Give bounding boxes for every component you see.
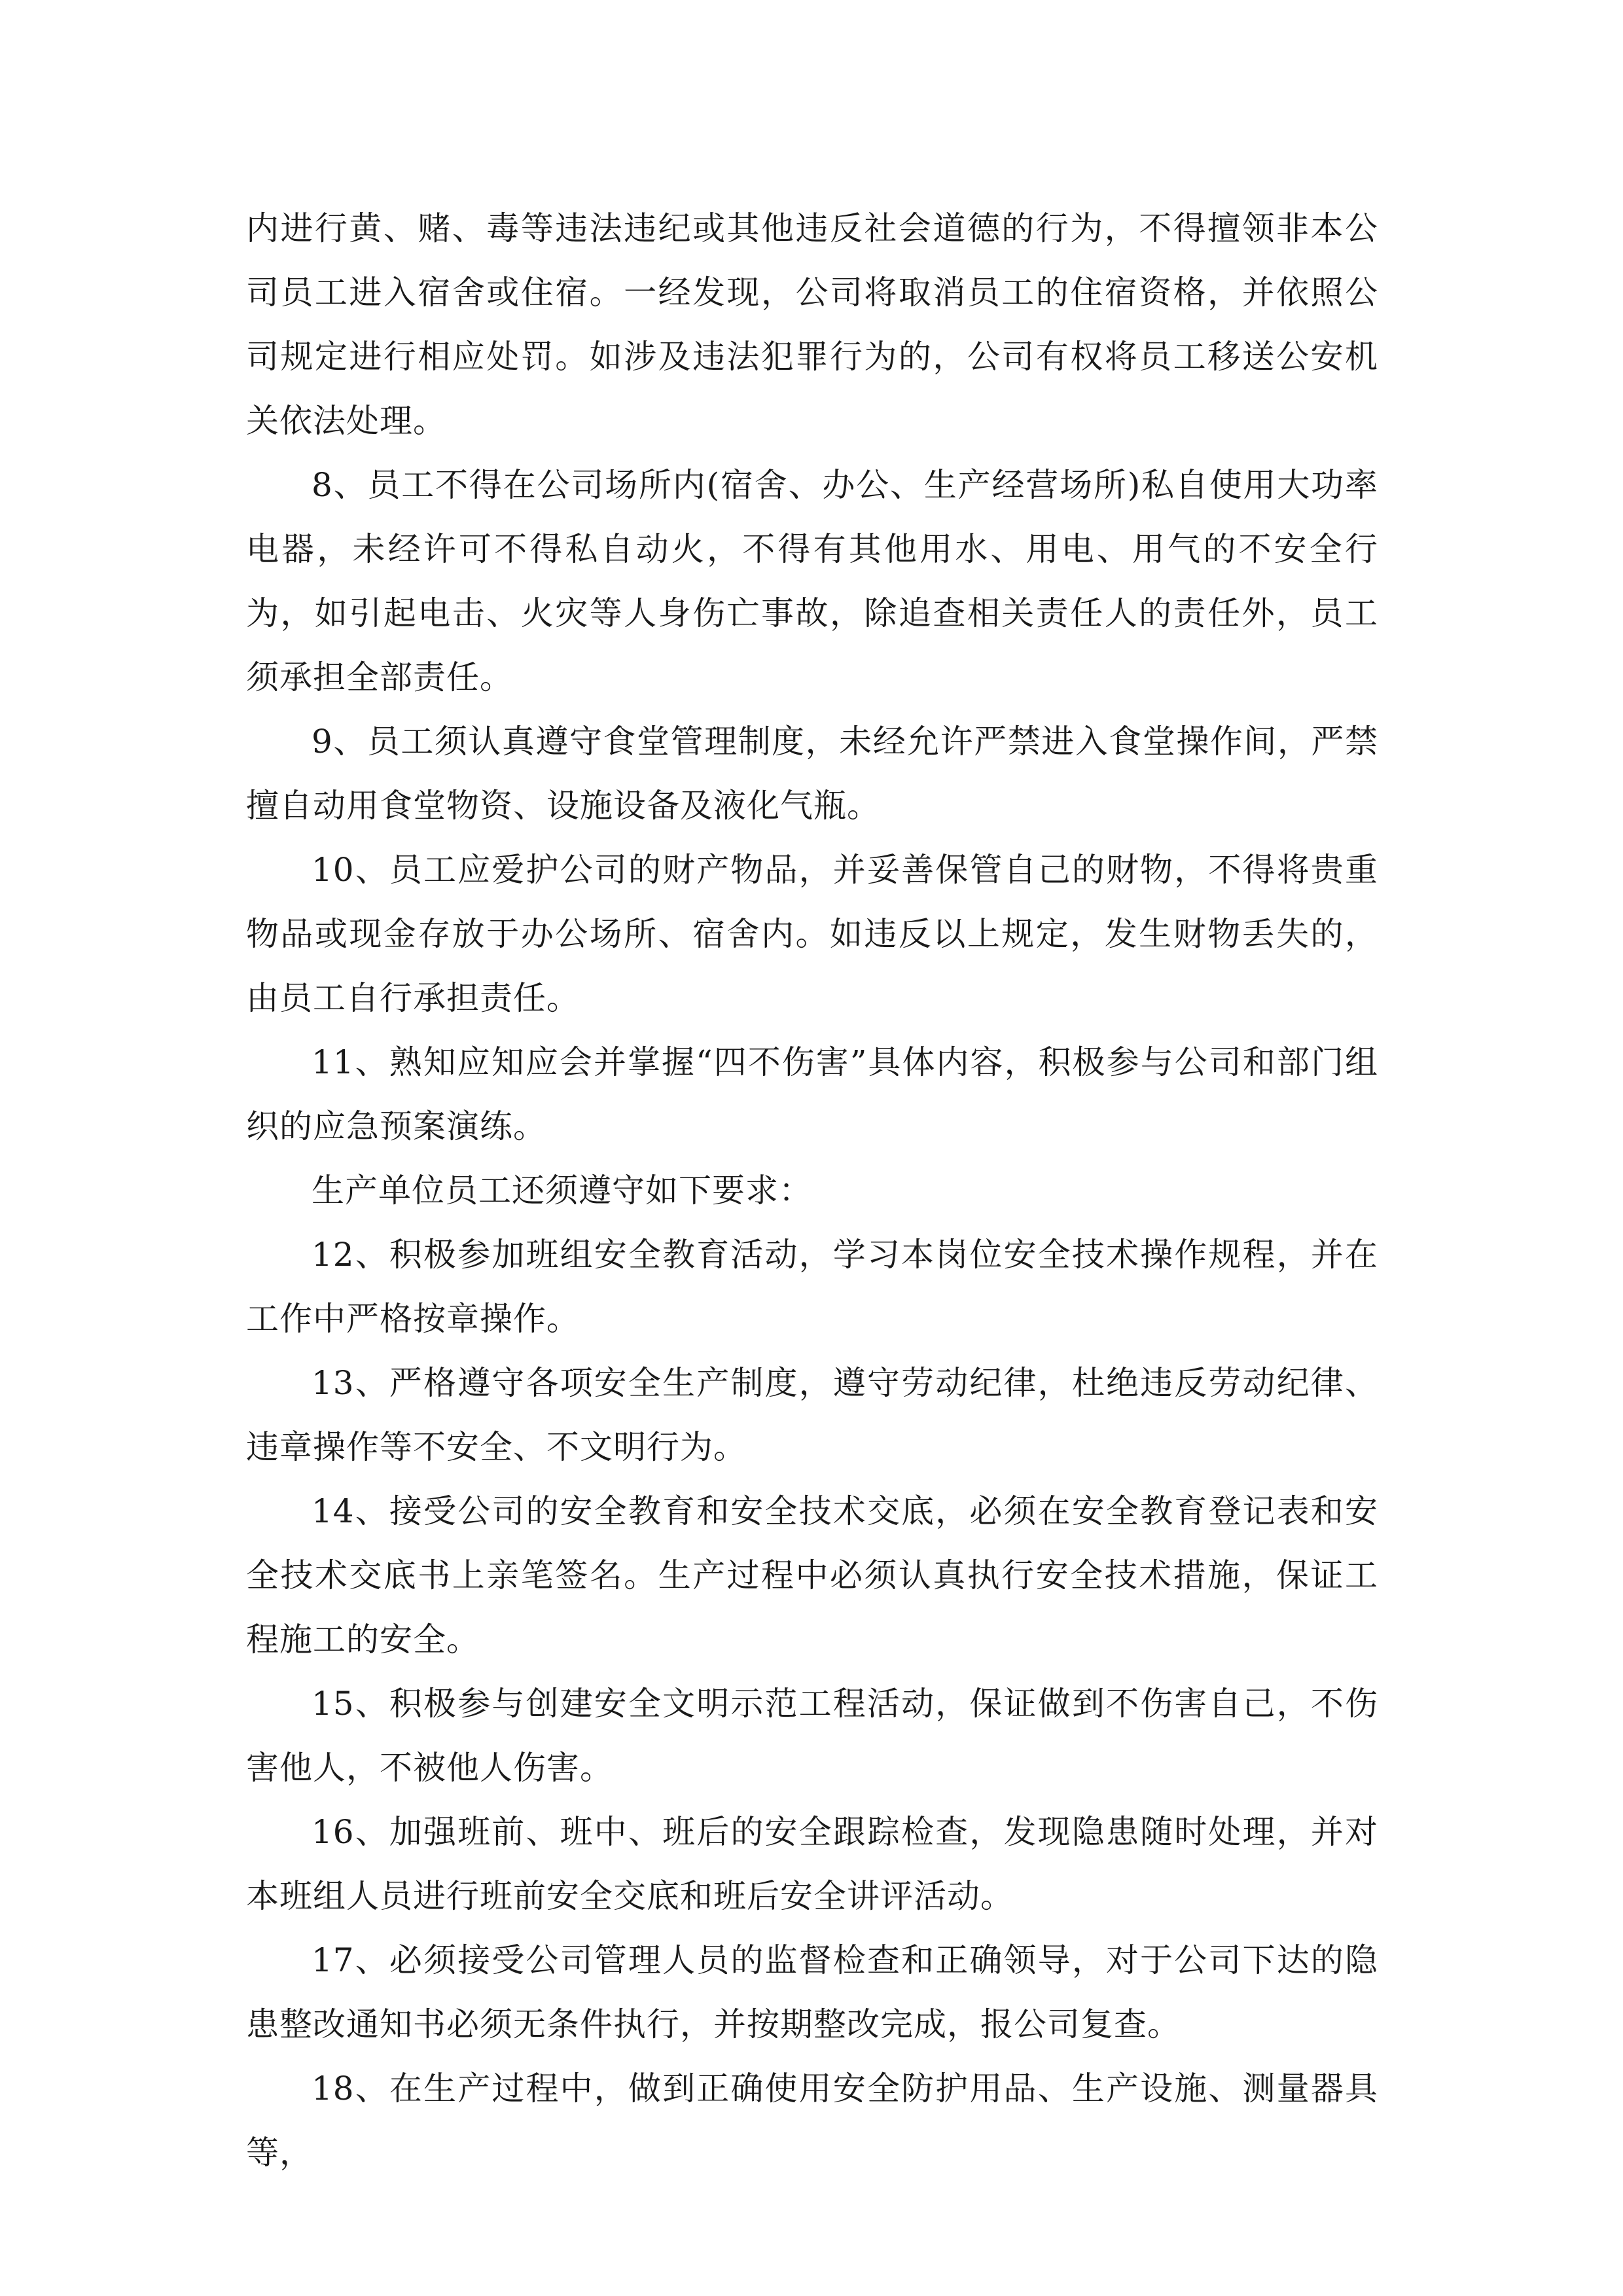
paragraph-section-intro: 生产单位员工还须遵守如下要求： (312, 1172, 812, 1210)
paragraph-continued: 内进行黄、赌、毒等违法违纪或其他违反社会道德的行为，不得擅领非本公司员工进入宿舍或住宿。一经发现，公司将取消员工的住宿资格，并依照公司规定进行相应处罚。如涉及违法犯罪行为的，公司有权将员工移送公安机关依法处理。 (246, 209, 1378, 440)
document-body (246, 196, 1378, 2185)
paragraph-item-9: 9、员工须认真遵守食堂管理制度，未经允许严禁进入食堂操作间，严禁擅自动用食堂物资、设施设备及液化气瓶。 (246, 723, 1378, 825)
paragraph-item-12: 12、积极参加班组安全教育活动，学习本岗位安全技术操作规程，并在工作中严格按章操作。 (246, 1236, 1378, 1338)
paragraph-item-17: 17、必须接受公司管理人员的监督检查和正确领导，对于公司下达的隐患整改通知书必须无条件执行，并按期整改完成，报公司复查。 (246, 1941, 1378, 2043)
paragraph-item-11: 11、熟知应知应会并掌握“四不伤害”具体内容，积极参与公司和部门组织的应急预案演练。 (246, 1043, 1378, 1145)
paragraph-item-18: 18、在生产过程中，做到正确使用安全防护用品、生产设施、测量器具等， (246, 2070, 1378, 2172)
paragraph-item-14: 14、接受公司的安全教育和安全技术交底，必须在安全教育登记表和安全技术交底书上亲笔签名。生产过程中必须认真执行安全技术措施，保证工程施工的安全。 (246, 1492, 1378, 1659)
paragraph-item-8: 8、员工不得在公司场所内(宿舍、办公、生产经营场所)私自使用大功率电器，未经许可不得私自动火，不得有其他用水、用电、用气的不安全行为，如引起电击、火灾等人身伤亡事故，除追查相关责任人的责任外，员工须承担全部责任。 (246, 466, 1378, 696)
paragraph-item-10: 10、员工应爱护公司的财产物品，并妥善保管自己的财物，不得将贵重物品或现金存放于办公场所、宿舍内。如违反以上规定，发生财物丢失的，由员工自行承担责任。 (246, 851, 1378, 1017)
paragraph-item-13: 13、严格遵守各项安全生产制度，遵守劳动纪律，杜绝违反劳动纪律、违章操作等不安全、不文明行为。 (246, 1364, 1378, 1466)
paragraph-item-15: 15、积极参与创建安全文明示范工程活动，保证做到不伤害自己，不伤害他人，不被他人伤害。 (246, 1685, 1378, 1787)
paragraph-item-16: 16、加强班前、班中、班后的安全跟踪检查，发现隐患随时处理，并对本班组人员进行班前安全交底和班后安全讲评活动。 (246, 1813, 1378, 1915)
